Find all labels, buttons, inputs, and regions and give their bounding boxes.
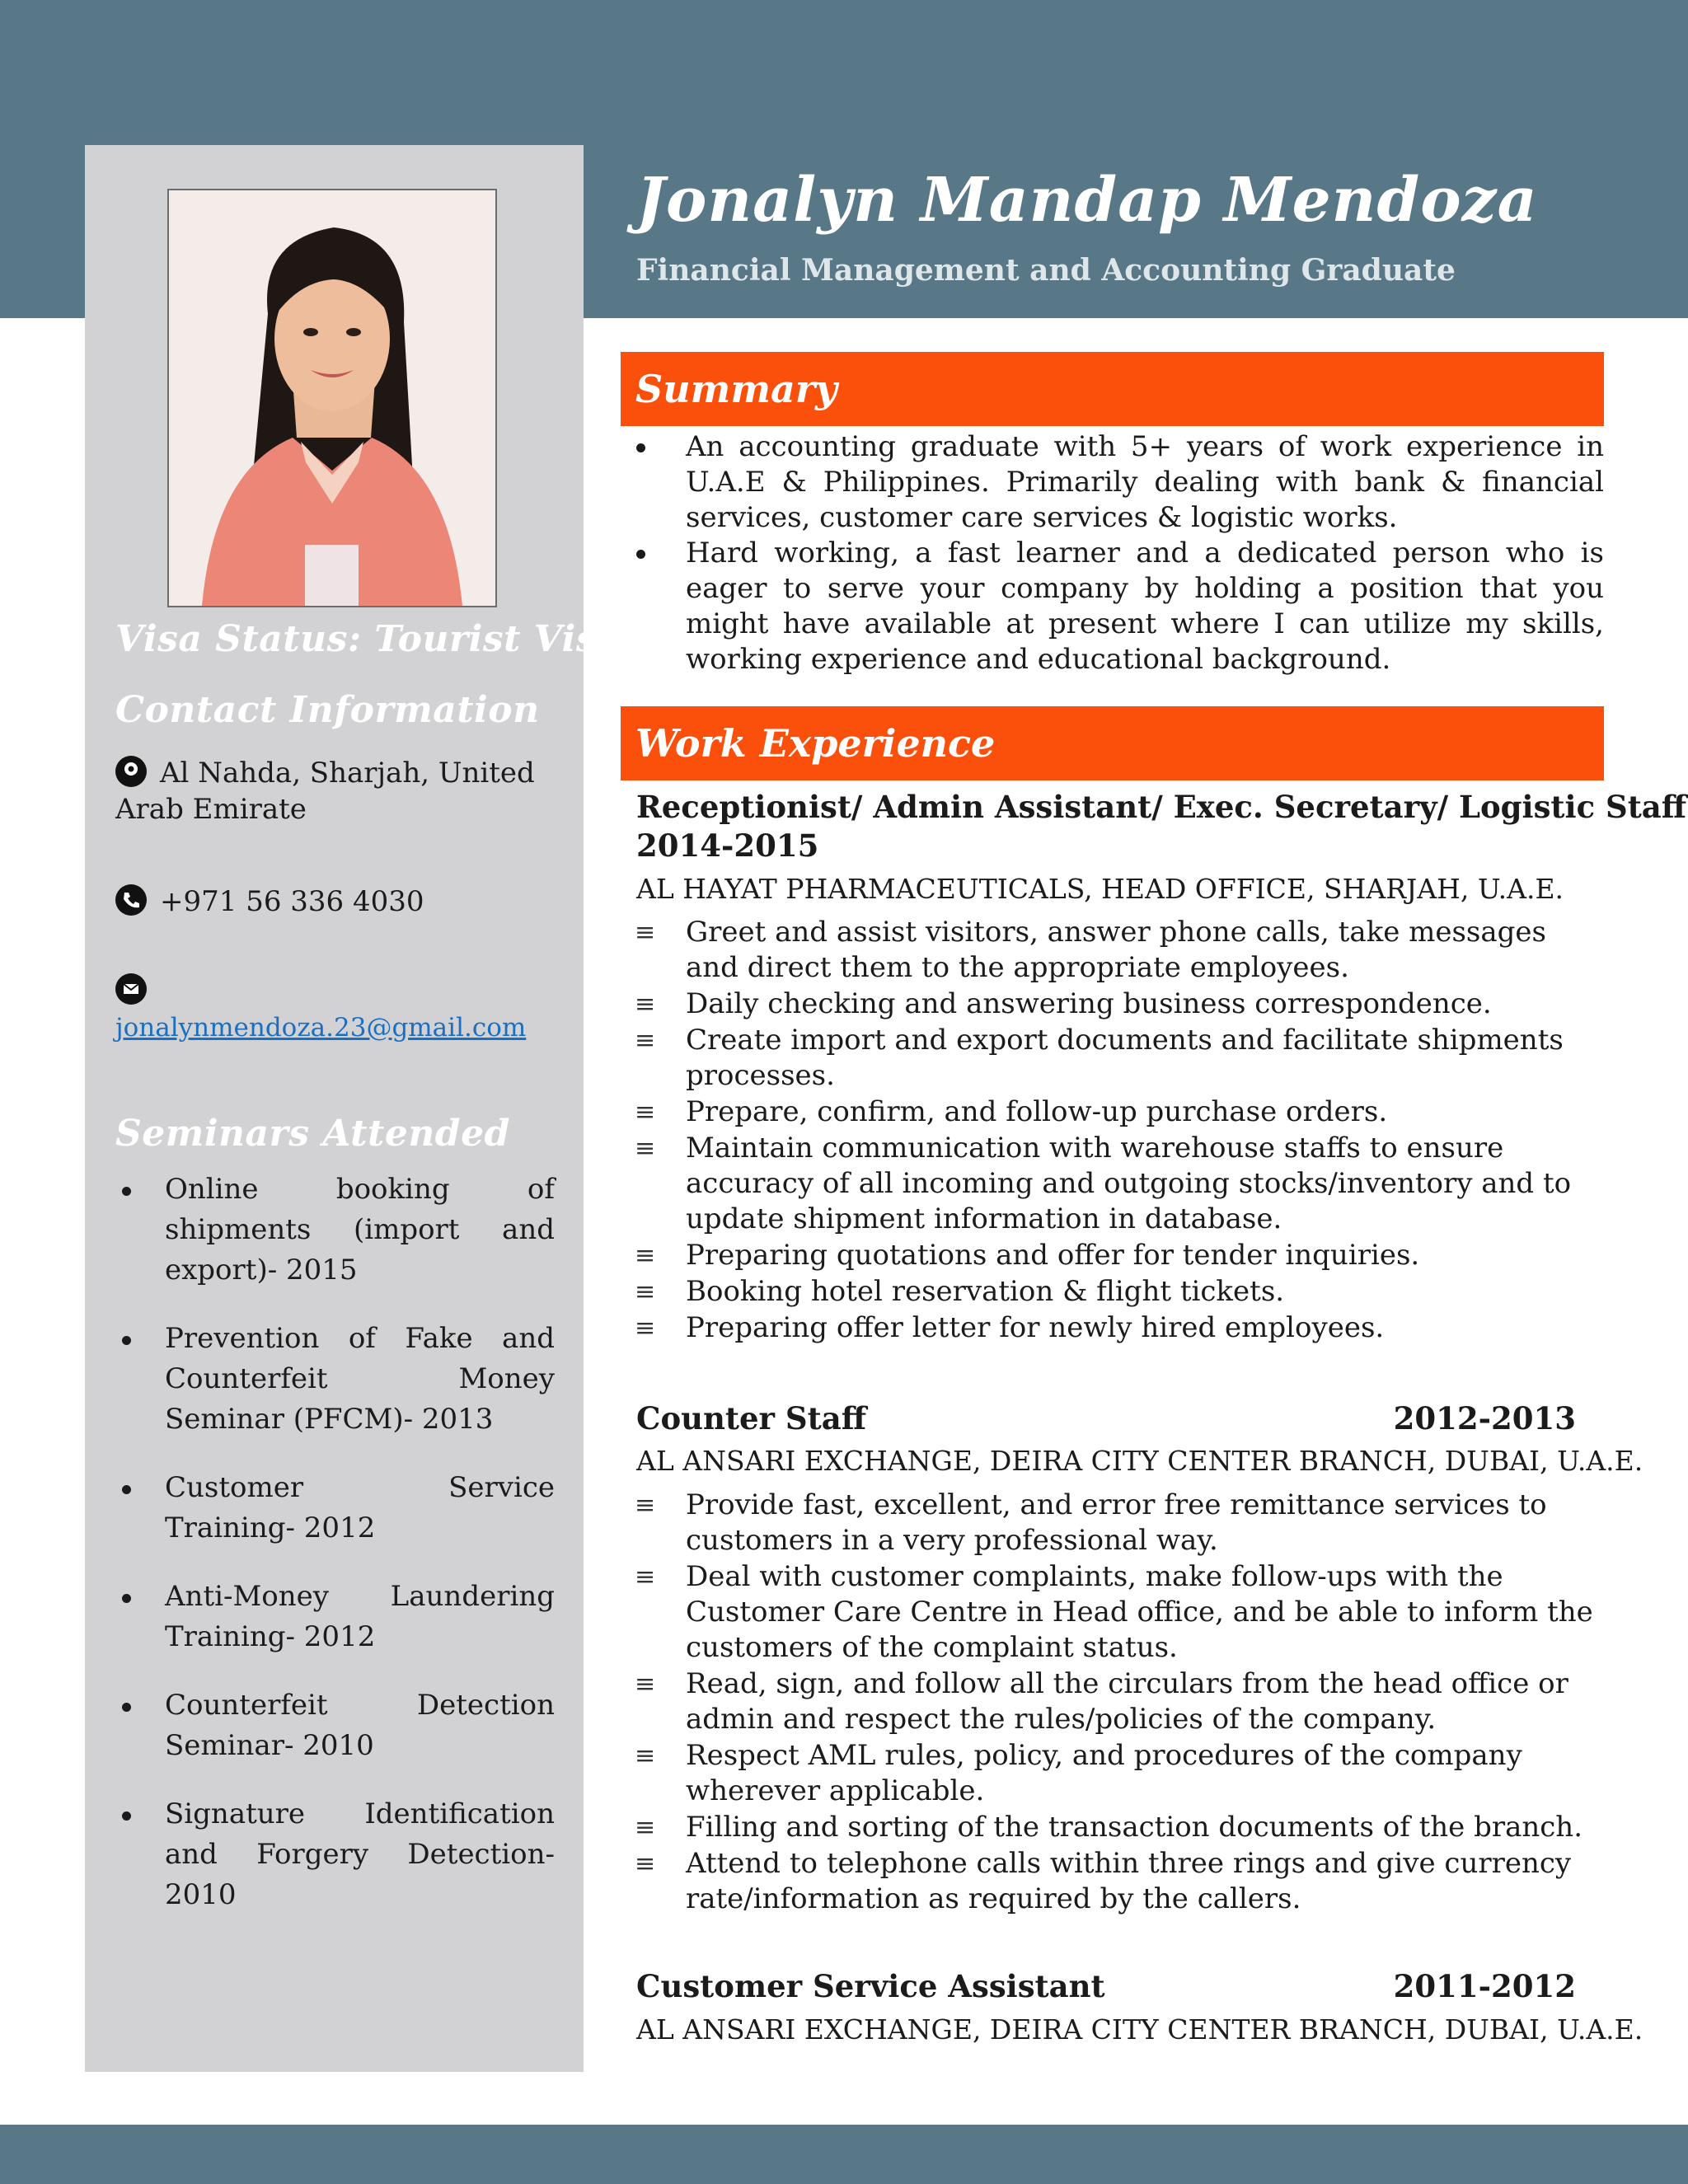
- summary-list: [626, 429, 1604, 677]
- list-item: Hard working, a fast learner and a dedicated person who is eager to serve your company by holding a position that you might have available at present where I can utilize my skills, working experience and educational background.: [626, 536, 1604, 677]
- job-title: Counter Staff: [636, 1400, 867, 1436]
- duty-list: [626, 915, 1604, 1347]
- list-item: ≡ Attend to telephone calls within three rings and give currency rate/information as required by the callers.: [626, 1846, 1604, 1917]
- phone-text: +971 56 336 4030: [160, 885, 424, 918]
- summary-heading-bar: [621, 352, 1604, 426]
- list-item: Counterfeit Detection Seminar- 2010: [115, 1685, 555, 1766]
- job-years: 2014-2015: [636, 827, 819, 864]
- list-item: ≡ Prepare, confirm, and follow-up purchase orders.: [626, 1094, 1604, 1130]
- envelope-icon: [115, 973, 147, 1005]
- profile-photo: [167, 189, 497, 607]
- list-item: Signature Identification and Forgery Detection- 2010: [115, 1794, 555, 1915]
- list-item: ≡ Read, sign, and follow all the circulars from the head office or admin and respect the rules/policies of the company.: [626, 1666, 1604, 1737]
- list-item: ≡ Preparing offer letter for newly hired employees.: [626, 1310, 1604, 1346]
- list-item: An accounting graduate with 5+ years of work experience in U.A.E & Philippines. Primarily dealing with bank & financial services, customer care services & logistic works.: [626, 429, 1604, 536]
- seminars-heading: Seminars Attended: [115, 1113, 510, 1155]
- job-company: AL HAYAT PHARMACEUTICALS, HEAD OFFICE, SHARJAH, U.A.E.: [636, 873, 1564, 905]
- address-row: [115, 755, 544, 827]
- list-item: Anti-Money Laundering Training- 2012: [115, 1577, 555, 1657]
- list-item: Online booking of shipments (import and export)- 2015: [115, 1169, 555, 1291]
- summary-heading: Summary: [635, 367, 837, 411]
- job-years: 2011-2012: [1393, 1968, 1576, 2004]
- candidate-tagline: Financial Management and Accounting Graduate: [636, 253, 1456, 288]
- list-item: ≡ Filling and sorting of the transaction documents of the branch.: [626, 1810, 1604, 1845]
- job-title: Receptionist/ Admin Assistant/ Exec. Secretary/ Logistic Staff: [636, 789, 1687, 825]
- list-item: ≡ Daily checking and answering business correspondence.: [626, 987, 1604, 1022]
- visa-status: Visa Status: Tourist Visa: [115, 618, 621, 660]
- list-item: ≡ Deal with customer complaints, make follow-ups with the Customer Care Centre in Head office, and be able to inform the customers of the complaint status.: [626, 1559, 1604, 1666]
- contact-heading: Contact Information: [115, 689, 540, 731]
- email-link[interactable]: jonalynmendoza.23@gmail.com: [115, 1013, 527, 1043]
- sidebar: [85, 145, 621, 2072]
- list-item: ≡ Preparing quotations and offer for tender inquiries.: [626, 1238, 1604, 1273]
- candidate-name: Jonalyn Mandap Mendoza: [636, 165, 1538, 236]
- list-item: Prevention of Fake and Counterfeit Money Seminar (PFCM)- 2013: [115, 1319, 555, 1440]
- footer-band: [0, 2125, 1688, 2184]
- list-item: ≡ Create import and export documents and facilitate shipments processes.: [626, 1023, 1604, 1094]
- job-company: AL ANSARI EXCHANGE, DEIRA CITY CENTER BRANCH, DUBAI, U.A.E.: [636, 2013, 1643, 2046]
- job-company: AL ANSARI EXCHANGE, DEIRA CITY CENTER BRANCH, DUBAI, U.A.E.: [636, 1445, 1643, 1477]
- work-heading: Work Experience: [635, 721, 996, 766]
- job-years: 2012-2013: [1393, 1400, 1576, 1436]
- job-title: Customer Service Assistant: [636, 1968, 1105, 2004]
- seminar-list: [115, 1169, 555, 1943]
- phone-row: [115, 883, 544, 920]
- address-text: Al Nahda, Sharjah, United Arab Emirate: [115, 757, 535, 826]
- phone-icon: [115, 884, 147, 916]
- list-item: ≡ Booking hotel reservation & flight tickets.: [626, 1274, 1604, 1310]
- list-item: ≡ Maintain communication with warehouse staffs to ensure accuracy of all incoming and outgoing stocks/inventory and to update shipment information in database.: [626, 1131, 1604, 1237]
- list-item: ≡ Respect AML rules, policy, and procedures of the company wherever applicable.: [626, 1738, 1604, 1809]
- list-item: ≡ Greet and assist visitors, answer phone calls, take messages and direct them to the appropriate employees.: [626, 915, 1604, 986]
- list-item: Customer Service Training- 2012: [115, 1468, 555, 1549]
- duty-list: [626, 1488, 1604, 1918]
- location-pin-icon: [115, 756, 147, 787]
- work-heading-bar: [621, 706, 1604, 780]
- email-row: [115, 972, 544, 1046]
- list-item: ≡ Provide fast, excellent, and error free remittance services to customers in a very professional way.: [626, 1488, 1604, 1558]
